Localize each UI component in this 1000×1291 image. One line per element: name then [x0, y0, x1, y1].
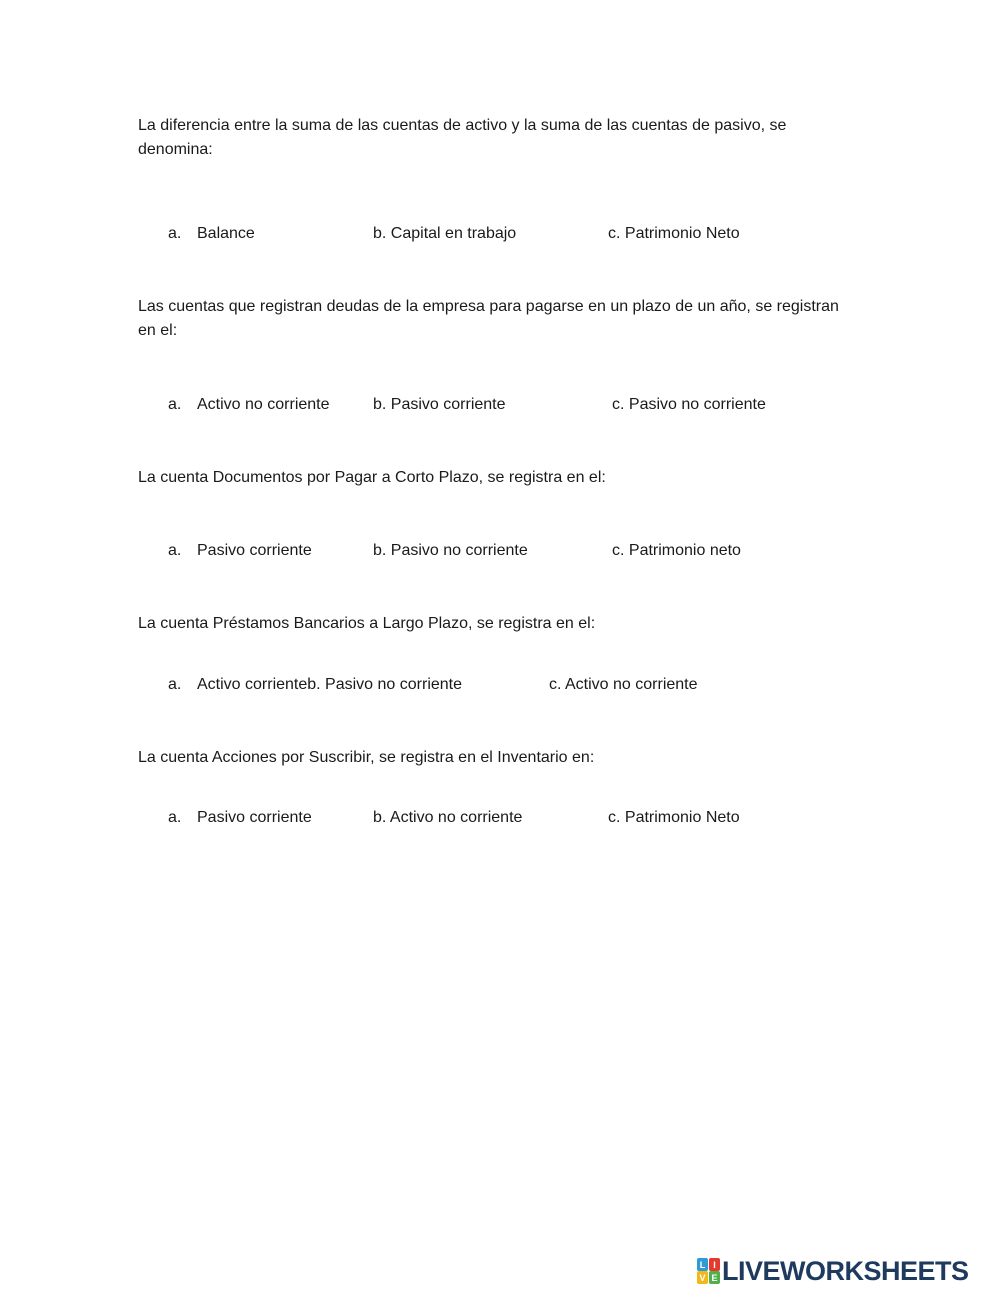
question-5-option-b[interactable]: b. Activo no corriente	[373, 809, 523, 826]
question-4-option-ab[interactable]: Activo corrienteb. Pasivo no corriente	[197, 676, 463, 693]
svg-text:L: L	[699, 1260, 706, 1270]
liveworksheets-logo	[697, 1257, 969, 1285]
question-2-option-c[interactable]: c. Pasivo no corriente	[612, 396, 766, 413]
question-3-option-b[interactable]: b. Pasivo no corriente	[373, 542, 528, 559]
question-2-option-a[interactable]: Activo no corriente	[197, 396, 330, 413]
logo-text: LIVEWORKSHEETS	[722, 1256, 969, 1286]
question-4-option-a-letter: a.	[168, 676, 182, 693]
live-blocks-icon	[697, 1258, 720, 1284]
question-5-option-a-letter: a.	[168, 809, 182, 826]
question-5-option-c[interactable]: c. Patrimonio Neto	[608, 809, 740, 826]
question-5-option-a[interactable]: Pasivo corriente	[197, 809, 312, 826]
svg-text:E: E	[711, 1273, 718, 1283]
question-2-text: Las cuentas que registran deudas de la empresa para pagarse en un plazo de un año, se registran en el:	[138, 298, 839, 339]
question-1-text: La diferencia entre la suma de las cuentas de activo y la suma de las cuentas de pasivo, se denomina:	[138, 117, 787, 158]
question-1-option-a-letter: a.	[168, 225, 182, 242]
question-3-option-c[interactable]: c. Patrimonio neto	[612, 542, 741, 559]
svg-text:I: I	[713, 1260, 716, 1270]
question-4-option-c[interactable]: c. Activo no corriente	[549, 676, 698, 693]
question-1-option-b[interactable]: b. Capital en trabajo	[373, 225, 517, 242]
question-2-option-b[interactable]: b. Pasivo corriente	[373, 396, 506, 413]
svg-text:V: V	[699, 1273, 706, 1283]
question-1-option-c[interactable]: c. Patrimonio Neto	[608, 225, 740, 242]
question-5-text: La cuenta Acciones por Suscribir, se registra en el Inventario en:	[138, 749, 595, 766]
question-4-text: La cuenta Préstamos Bancarios a Largo Plazo, se registra en el:	[138, 615, 596, 632]
question-3-option-a[interactable]: Pasivo corriente	[197, 542, 312, 559]
question-3-option-a-letter: a.	[168, 542, 182, 559]
question-1-option-a[interactable]: Balance	[197, 225, 255, 242]
question-2-option-a-letter: a.	[168, 396, 182, 413]
question-3-text: La cuenta Documentos por Pagar a Corto Plazo, se registra en el:	[138, 469, 606, 486]
